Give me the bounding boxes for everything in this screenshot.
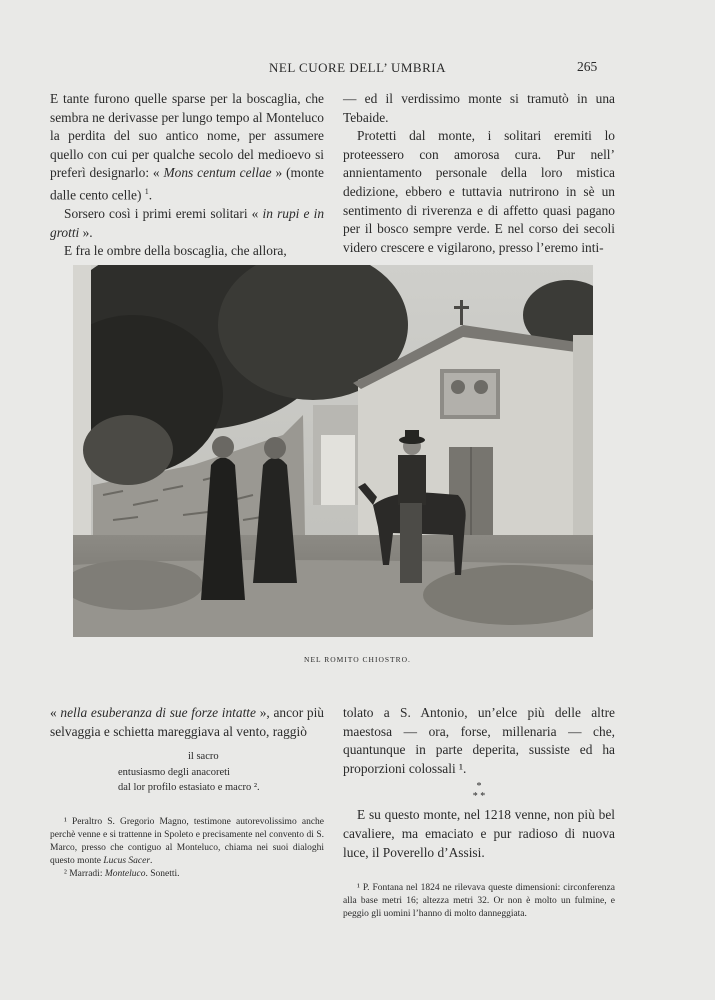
- top-left-column: [50, 90, 324, 261]
- hermitage-photograph: [73, 265, 593, 637]
- verse-line: entusiasmo degli anacoreti: [118, 766, 230, 778]
- footnote: ¹ P. Fontana nel 1824 ne rilevava queste dimensioni: circonferenza alla base metri 16; altezza metri 32. Or non è molto un fulmine, e peggio gli uomini l’hanno di molto danneggiata.: [343, 883, 615, 920]
- footnote: ¹ Peraltro S. Gregorio Magno, testimone autorevolissimo anche perchè venne e si trattenne in Spoleto e precisamente nel convento di S. Marco, presso che contiguo al Monteluco, chiama nei suoi dialoghi questo monte Lucus Sacer.: [50, 816, 324, 866]
- footnotes: [50, 816, 324, 881]
- paragraph: « nella esuberanza di sue forze intatte », ancor più selvaggia e schietta mareggiava al vento, raggiò: [50, 705, 324, 739]
- paragraph: tolato a S. Antonio, un’elce più delle altre maestosa — ora, forse, millenaria — che, quantunque in parte deperita, sussiste ed ha proporzioni colossali ¹.: [343, 705, 615, 776]
- paragraph: — ed il verdissimo monte si tramutò in una Tebaide.: [343, 91, 615, 125]
- paragraph: Sorsero così i primi eremi solitari « in rupi e in grotti ».: [50, 206, 325, 240]
- figure-caption: NEL ROMITO CHIOSTRO.: [304, 655, 411, 664]
- running-title: NEL CUORE DELL’ UMBRIA: [269, 60, 446, 75]
- verse-quote: [118, 749, 324, 796]
- verse-line: dal lor profilo estasiato e macro ².: [118, 782, 260, 794]
- bottom-right-column: [343, 704, 615, 921]
- footnote: ² Marradi: Monteluco. Sonetti.: [64, 868, 180, 879]
- footnotes: [343, 882, 615, 921]
- paragraph: E fra le ombre della boscaglia, che allora,: [64, 243, 287, 259]
- section-asterism: * * *: [472, 781, 486, 803]
- paragraph: E tante furono quelle sparse per la boscaglia, che sembra ne derivasse per lungo tempo al Monteluco la perdita del suo antico nome, per assumere quello con cui per qualche secolo del medioevo si preferì designarlo: « Mons centum cellae » (monte dalle cento celle) $^1$.: [50, 91, 325, 203]
- paragraph: Protetti dal monte, i solitari eremiti lo proteessero con amorosa cura. Pur nell’ annientamento personale della loro mistica dedizione, ebbero e tuttavia nutrirono in sè un sentimento di riverenza e di affetto quasi pagano per il bosco sempre verde. E nel corso dei secoli videro crescere e vigilarono, presso l’eremo inti-: [343, 128, 615, 255]
- top-right-column: [343, 90, 615, 257]
- paragraph: E su questo monte, nel 1218 venne, non più bel cavaliere, ma emaciato e pur radioso di nuova luce, il Poverello d’Assisi.: [343, 807, 615, 860]
- page-number: 265: [577, 59, 598, 74]
- verse-line: il sacro: [188, 751, 219, 763]
- footnote-ref: 1: [144, 186, 149, 196]
- bottom-left-column: [50, 704, 324, 881]
